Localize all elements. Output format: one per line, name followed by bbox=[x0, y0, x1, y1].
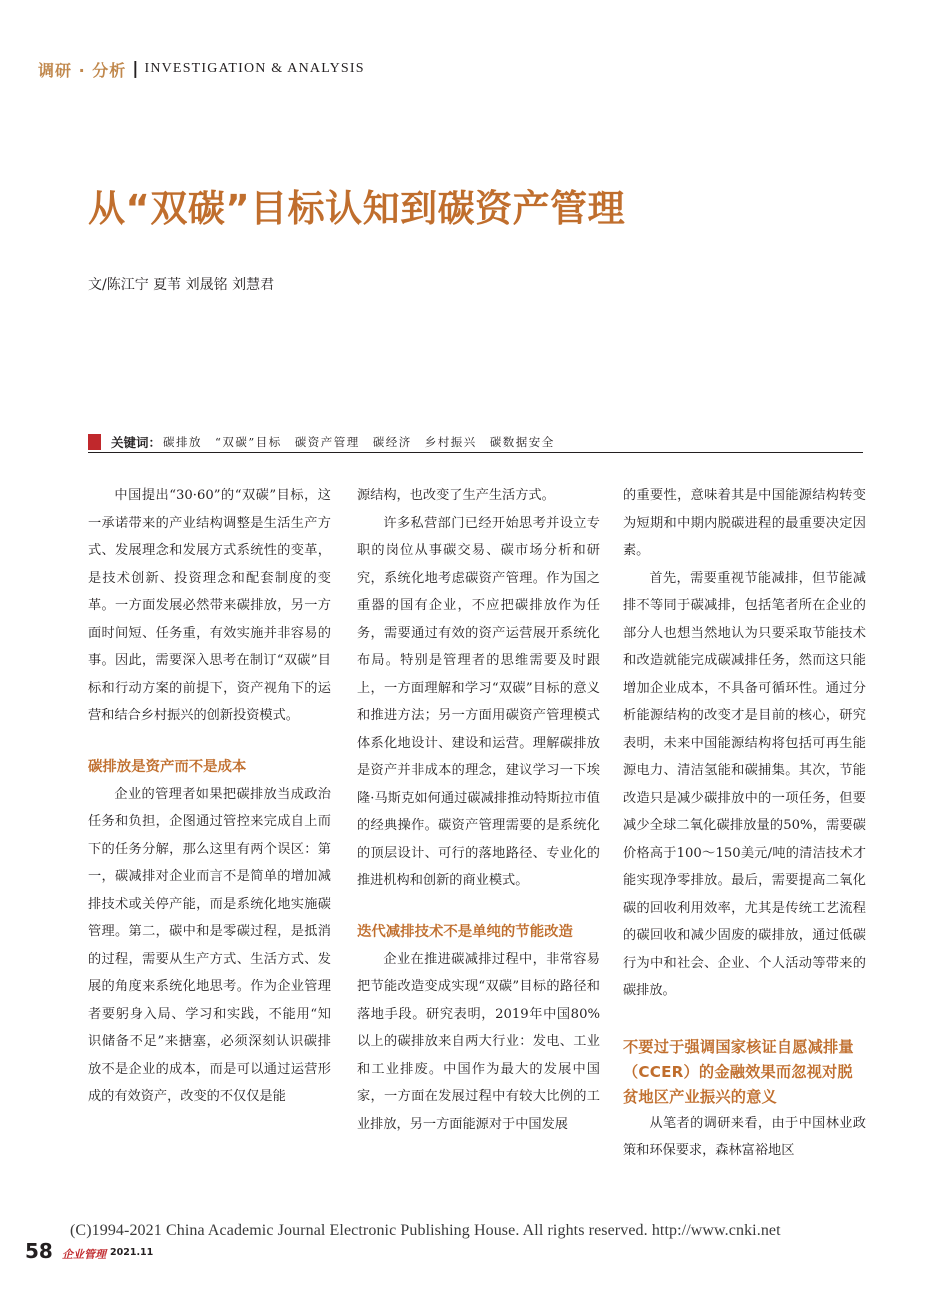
issue-number: 2021.11 bbox=[110, 1247, 154, 1258]
paragraph: 企业在推进碳减排过程中，非常容易把节能改造变成实现“双碳”目标的路径和落地手段。研究表明，2019年中国80%以上的碳排放来自两大行业：发电、工业和工业排废。中国作为最大的发展中国家，一方面在发展过程中有较大比例的工业排放，另一方面能源对于中国发展 bbox=[357, 951, 600, 1132]
section-label-en: INVESTIGATION & ANALYSIS bbox=[144, 61, 365, 76]
keyword-item: 碳排放 bbox=[163, 435, 203, 449]
section-header bbox=[38, 58, 365, 80]
copyright-notice: (C)1994-2021 China Academic Journal Electronic Publishing House. All rights reserved. http://www.cnki.net bbox=[70, 1222, 781, 1239]
page-number: 58 bbox=[25, 1239, 53, 1263]
section-heading: 迭代减排技术不是单纯的节能改造 bbox=[357, 923, 573, 940]
keywords-bar bbox=[88, 432, 863, 453]
keyword-item: 碳资产管理 bbox=[294, 435, 360, 449]
paragraph: 源结构，也改变了生产生活方式。 bbox=[357, 488, 555, 503]
paragraph: 中国提出“30·60”的“双碳”目标，这一承诺带来的产业结构调整是生活生产方式、发展理念和发展方式系统性的变革，是技术创新、投资理念和配套制度的变革。一方面发展必然带来碳排放，另一方面时间短、任务重，有效实施并非容易的事。因此，需要深入思考在制订“双碳”目标和行动方案的前提下，资产视角下的运营和结合乡村振兴的创新投资模式。 bbox=[88, 488, 331, 723]
section-label-cn: 调研 · 分析 bbox=[38, 60, 127, 80]
paragraph: 企业的管理者如果把碳排放当成政治任务和负担，企图通过管控来完成自上而下的任务分解，那么这里有两个误区：第一，碳减排对企业而言不是简单的增加减排技术或关停产能，而是系统化地实施碳管理。第二，碳中和是零碳过程，是抵消的过程，需要从生产方式、生活方式、发展的角度来系统化地思考。作为企业管理者要躬身入局、学习和实践，不能用“知识储备不足”来搪塞，必须深刻认识碳排放不是企业的成本，而是可以通过运营形成的有效资产，改变的不仅仅是能 bbox=[88, 786, 331, 1104]
magazine-name: 企业管理 bbox=[62, 1248, 106, 1261]
keyword-item: 乡村振兴 bbox=[424, 435, 477, 449]
body-column-1 bbox=[88, 482, 331, 1111]
section-heading: 碳排放是资产而不是成本 bbox=[88, 758, 247, 775]
keywords-label: 关键词： bbox=[111, 435, 162, 450]
keyword-item: 碳经济 bbox=[372, 435, 412, 449]
body-column-2 bbox=[357, 482, 600, 1138]
paragraph: 许多私营部门已经开始思考并设立专职的岗位从事碳交易、碳市场分析和研究，系统化地考虑碳资产管理。作为国之重器的国有企业，不应把碳排放作为任务，需要通过有效的资产运营展开系统化布局。特别是管理者的思维需要及时跟上，一方面理解和学习“双碳”目标的意义和推进方法；另一方面用碳资产管理模式体系化地设计、建设和运营。理解碳排放是资产并非成本的理念，建议学习一下埃隆·马斯克如何通过碳减排推动特斯拉市值的经典操作。碳资产管理需要的是系统化的顶层设计、可行的落地路径、专业化的推进机构和创新的商业模式。 bbox=[357, 515, 600, 888]
paragraph: 从笔者的调研来看，由于中国林业政策和环保要求，森林富裕地区 bbox=[623, 1115, 866, 1158]
keyword-marker bbox=[88, 434, 101, 450]
paragraph: 的重要性，意味着其是中国能源结构转变为短期和中期内脱碳进程的最重要决定因素。 bbox=[623, 488, 866, 558]
article-authors: 文/陈江宁 夏苇 刘晟铭 刘慧君 bbox=[88, 277, 275, 293]
section-separator: | bbox=[132, 59, 139, 79]
body-column-3 bbox=[623, 482, 866, 1165]
keyword-item: “双碳”目标 bbox=[215, 435, 282, 449]
keyword-item: 碳数据安全 bbox=[489, 435, 555, 449]
article-title: 从“双碳”目标认知到碳资产管理 bbox=[88, 187, 626, 230]
paragraph: 首先，需要重视节能减排，但节能减排不等同于碳减排，包括笔者所在企业的部分人也想当然地认为只要采取节能技术和改造就能完成碳减排任务，然而这只能增加企业成本，不具备可循环性。通过分析能源结构的改变才是目前的核心，研究表明，未来中国能源结构将包括可再生能源电力、清洁氢能和碳捕集。其次，节能改造只是减少碳排放中的一项任务，但要减少全球二氧化碳排放量的50%，需要碳价格高于100～150美元/吨的清洁技术才能实现净零排放。最后，需要提高二氧化碳的回收利用效率，尤其是传统工艺流程的碳回收和减少固废的碳排放，通过低碳行为中和社会、企业、个人活动等带来的碳排放。 bbox=[623, 570, 866, 998]
keywords-list bbox=[163, 434, 555, 450]
section-heading: 不要过于强调国家核证自愿减排量（CCER）的金融效果而忽视对脱贫地区产业振兴的意义 bbox=[623, 1037, 854, 1106]
